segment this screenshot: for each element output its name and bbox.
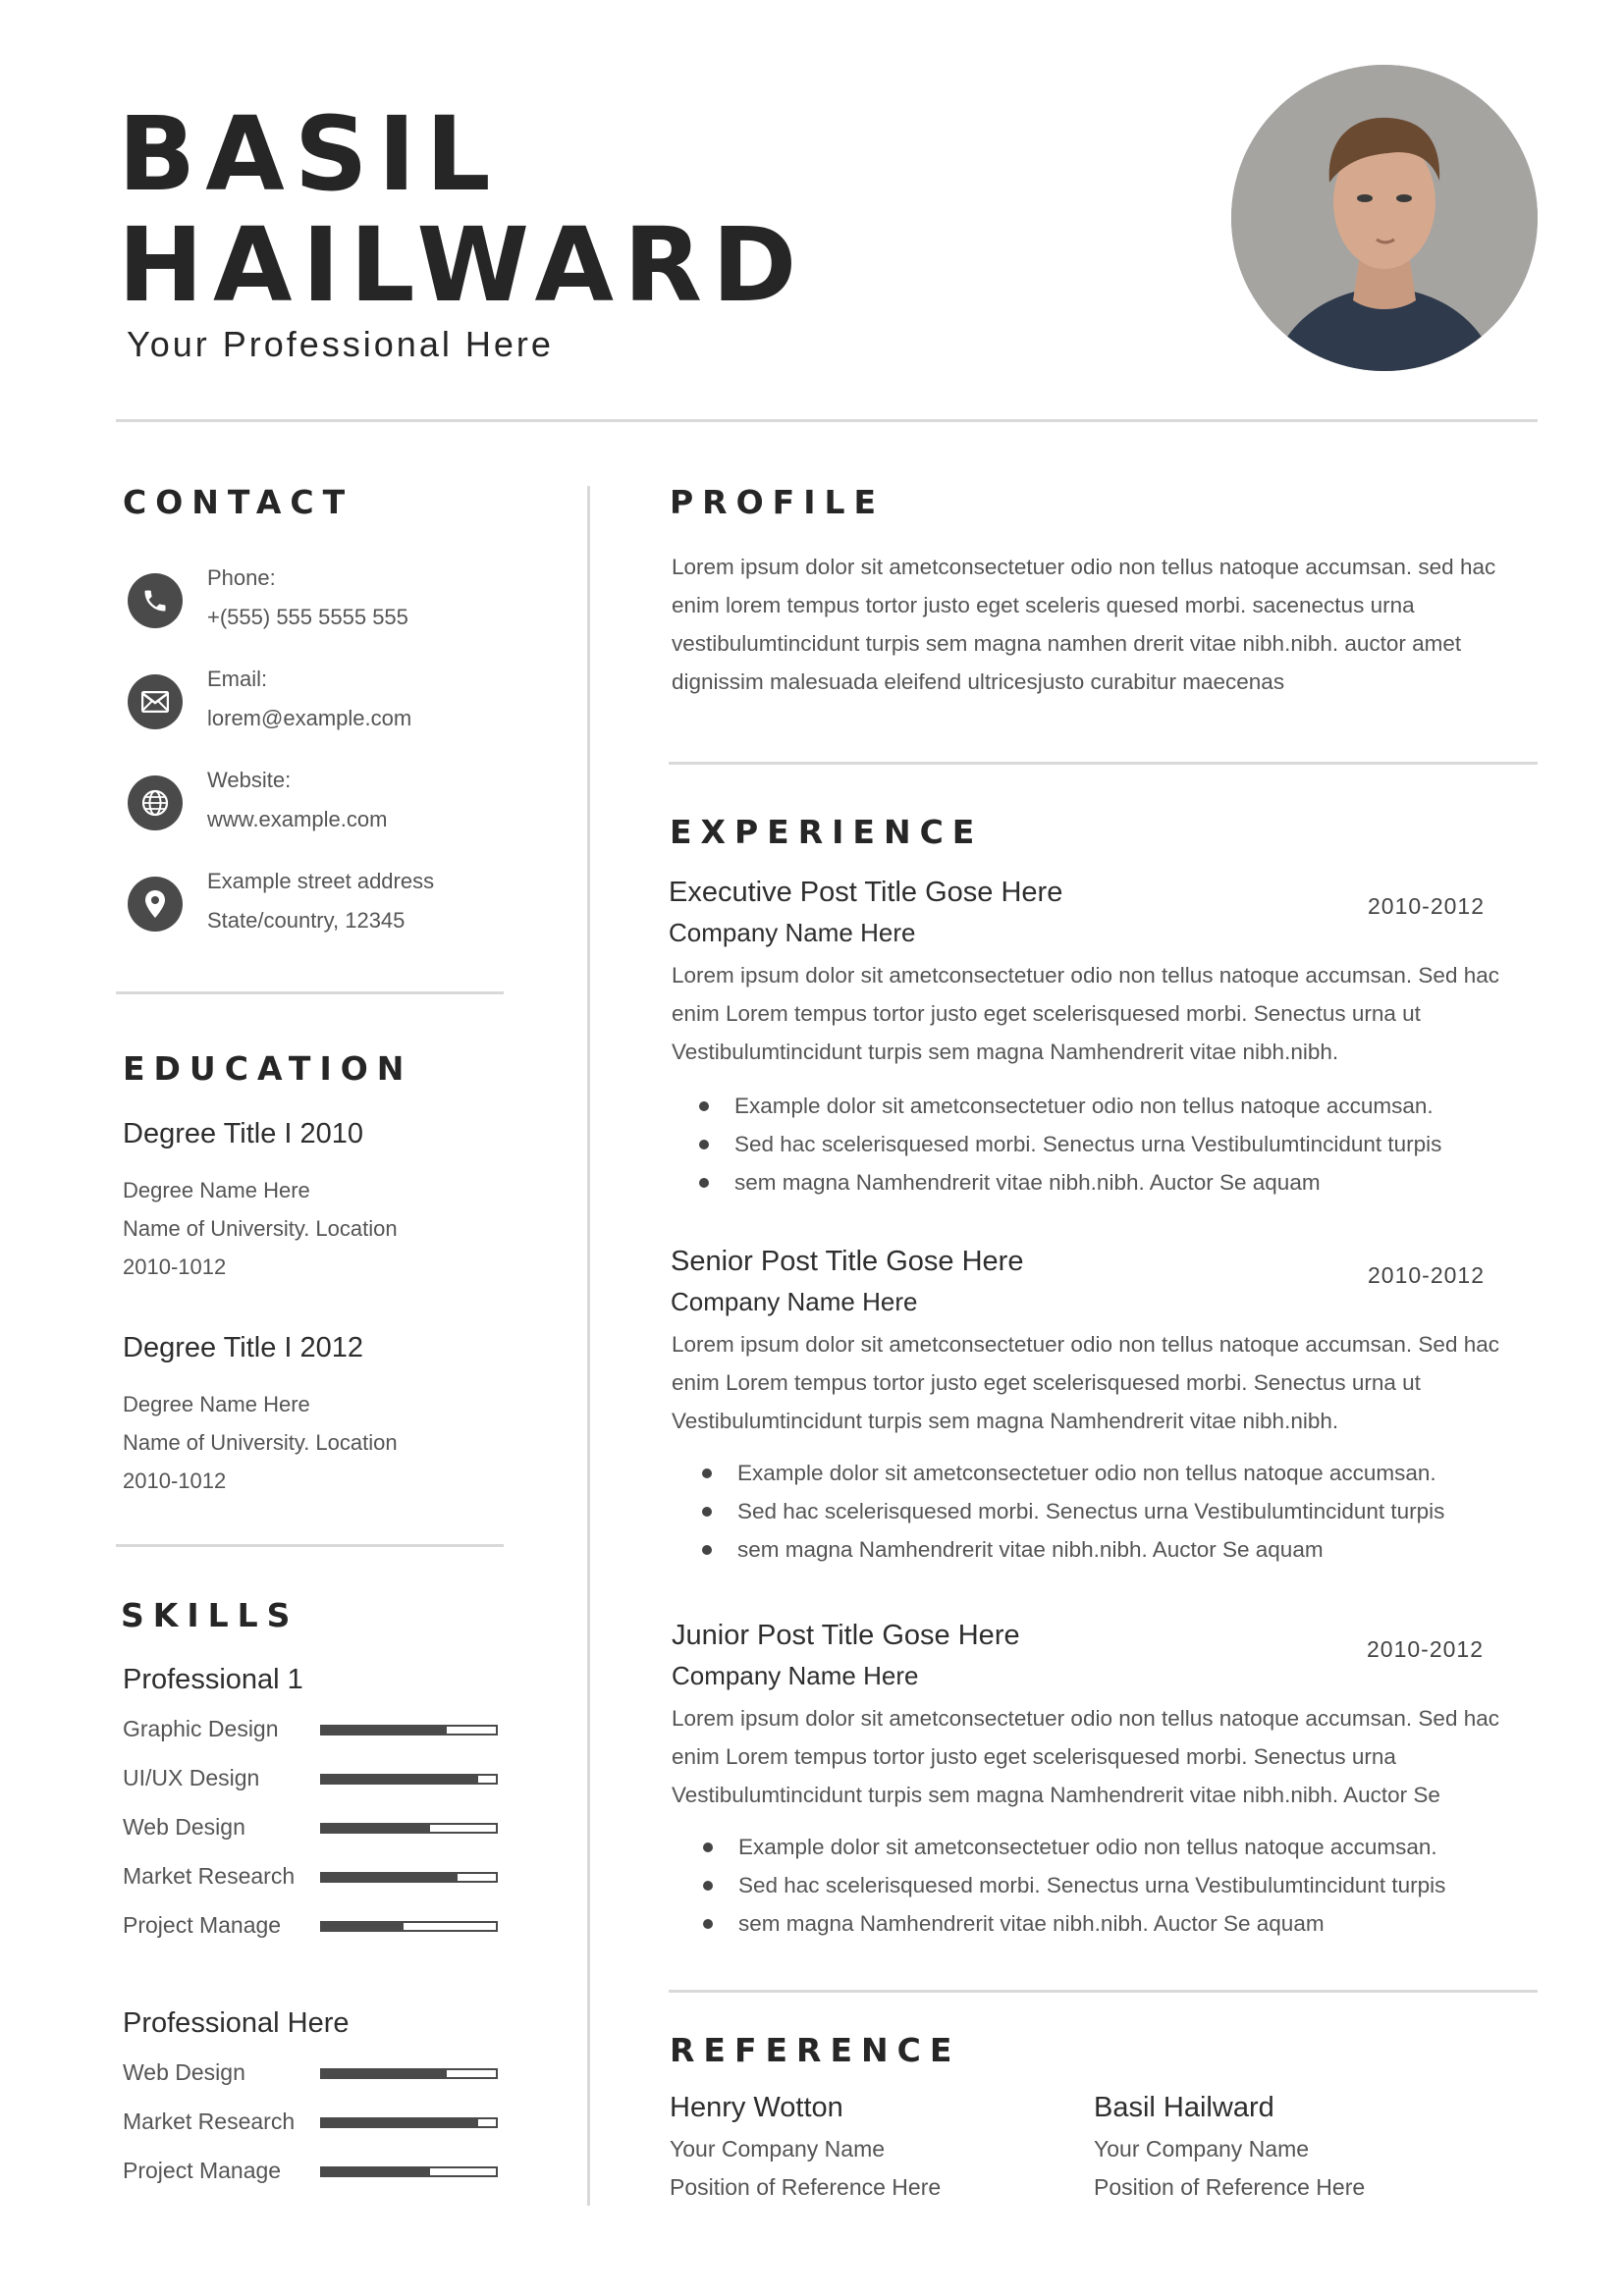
reference-position: Position of Reference Here	[670, 2174, 942, 2200]
skill-label: Web Design	[123, 1814, 245, 1840]
degree-dates: 2010-1012	[123, 1255, 227, 1279]
address-line-1: Example street address	[207, 869, 435, 893]
bullet-text: sem magna Namhendrerit vitae nibh.nibh. Auctor Se aquam	[734, 1170, 1321, 1195]
skill-level-bar	[320, 1872, 498, 1883]
bullet-text: Example dolor sit ametconsectetuer odio non tellus natoque accumsan.	[734, 1094, 1434, 1118]
website-label: Website:	[207, 768, 292, 792]
skill-level-bar	[320, 1774, 498, 1785]
bullet-dot	[702, 1507, 712, 1517]
skill-level-fill	[322, 1874, 458, 1881]
skill-group-title: Professional 1	[123, 1664, 303, 1695]
first-name: BASIL	[118, 94, 501, 214]
bullet-dot	[699, 1178, 709, 1188]
skill-level-bar	[320, 2068, 498, 2079]
reference-name: Basil Hailward	[1094, 2092, 1274, 2123]
job-description: Lorem ipsum dolor sit ametconsectetuer odio non tellus natoque accumsan. Sed hac enim Lorem tempus tortor justo eget scelerisquesed morbi. Senectus urna ut Vestibulumtincidunt turpis sem magna Namhendrerit vitae nibh.nibh.	[672, 1332, 1499, 1433]
job-description: Lorem ipsum dolor sit ametconsectetuer odio non tellus natoque accumsan. Sed hac enim Lorem tempus tortor justo eget scelerisquesed morbi. Senectus urna Vestibulumtincidunt turpis sem magna Namhendrerit vitae nibh.nibh. Auctor Se	[672, 1706, 1499, 1807]
education-divider	[116, 1544, 504, 1547]
bullet-item	[703, 1828, 1445, 1866]
skill-level-fill	[322, 1923, 404, 1930]
bullet-dot	[703, 1919, 713, 1929]
bullet-item	[702, 1530, 1444, 1569]
bullet-text: sem magna Namhendrerit vitae nibh.nibh. Auctor Se aquam	[737, 1537, 1324, 1562]
job-bullets	[699, 1087, 1441, 1201]
reference-company: Your Company Name	[670, 2136, 886, 2162]
professional-subtitle: Your Professional Here	[127, 324, 554, 364]
profile-divider	[669, 762, 1538, 765]
skill-level-bar	[320, 2166, 498, 2177]
contact-heading: CONTACT	[123, 483, 354, 521]
reference-heading: REFERENCE	[670, 2031, 961, 2069]
bullet-text: Example dolor sit ametconsectetuer odio non tellus natoque accumsan.	[738, 1835, 1437, 1859]
bullet-dot	[702, 1545, 712, 1555]
bullet-text: sem magna Namhendrerit vitae nibh.nibh. Auctor Se aquam	[738, 1911, 1325, 1936]
skill-level-fill	[322, 1776, 478, 1783]
university-name: Name of University. Location	[123, 1216, 398, 1241]
reference-company: Your Company Name	[1094, 2136, 1310, 2162]
bullet-text: Sed hac scelerisquesed morbi. Senectus urna Vestibulumtincidunt turpis	[734, 1132, 1442, 1156]
job-dates: 2010-2012	[1368, 1262, 1485, 1288]
skill-label: UI/UX Design	[123, 1765, 260, 1790]
bullet-dot	[699, 1140, 709, 1149]
bullet-item	[699, 1163, 1441, 1201]
bullet-dot	[703, 1881, 713, 1891]
skill-level-fill	[322, 2168, 430, 2175]
location-pin-icon	[128, 877, 183, 932]
skill-level-bar	[320, 2117, 498, 2128]
header-divider	[116, 419, 1538, 422]
mail-icon	[128, 674, 183, 729]
bullet-item	[699, 1087, 1441, 1125]
profile-photo	[1231, 65, 1538, 371]
job-dates: 2010-2012	[1368, 893, 1485, 919]
skill-label: Market Research	[123, 2109, 296, 2134]
job-bullets	[703, 1828, 1445, 1943]
website-value: www.example.com	[207, 807, 388, 831]
bullet-dot	[702, 1468, 712, 1478]
experience-divider	[669, 1990, 1538, 1993]
bullet-item	[703, 1904, 1445, 1943]
bullet-dot	[699, 1101, 709, 1111]
bullet-text: Example dolor sit ametconsectetuer odio non tellus natoque accumsan.	[737, 1461, 1436, 1485]
skill-level-fill	[322, 1825, 430, 1832]
email-label: Email:	[207, 667, 268, 691]
skill-level-fill	[322, 2070, 447, 2077]
bullet-text: Sed hac scelerisquesed morbi. Senectus urna Vestibulumtincidunt turpis	[738, 1873, 1446, 1897]
skill-level-bar	[320, 1725, 498, 1735]
reference-name: Henry Wotton	[670, 2092, 843, 2123]
skill-label: Graphic Design	[123, 1716, 279, 1741]
bullet-item	[703, 1866, 1445, 1904]
job-company: Company Name Here	[672, 1661, 919, 1690]
degree-dates: 2010-1012	[123, 1468, 227, 1493]
bullet-dot	[703, 1842, 713, 1852]
contact-divider	[116, 991, 504, 994]
job-title: Senior Post Title Gose Here	[671, 1246, 1024, 1277]
skill-level-bar	[320, 1823, 498, 1834]
skill-label: Web Design	[123, 2059, 245, 2085]
phone-value: +(555) 555 5555 555	[207, 605, 408, 629]
skill-group-title: Professional Here	[123, 2007, 350, 2039]
job-company: Company Name Here	[669, 918, 916, 947]
skill-level-fill	[322, 1727, 447, 1734]
reference-position: Position of Reference Here	[1094, 2174, 1366, 2200]
bullet-item	[702, 1454, 1444, 1492]
job-dates: 2010-2012	[1367, 1636, 1484, 1662]
globe-icon	[128, 775, 183, 830]
degree-title: Degree Title I 2012	[123, 1332, 364, 1363]
job-description: Lorem ipsum dolor sit ametconsectetuer odio non tellus natoque accumsan. Sed hac enim Lorem tempus tortor justo eget scelerisquesed morbi. Senectus urna ut Vestibulumtincidunt turpis sem magna Namhendrerit vitae nibh.nibh.	[672, 963, 1499, 1064]
last-name: HAILWARD	[118, 205, 807, 325]
job-bullets	[702, 1454, 1444, 1569]
bullet-item	[699, 1125, 1441, 1163]
bullet-text: Sed hac scelerisquesed morbi. Senectus urna Vestibulumtincidunt turpis	[737, 1499, 1445, 1523]
skill-level-bar	[320, 1921, 498, 1932]
profile-heading: PROFILE	[670, 483, 886, 521]
skill-label: Project Manage	[123, 2158, 282, 2183]
degree-name: Degree Name Here	[123, 1392, 310, 1416]
experience-heading: EXPERIENCE	[670, 813, 984, 851]
profile-text: Lorem ipsum dolor sit ametconsectetuer odio non tellus natoque accumsan. sed hac enim lorem tempus tortor justo eget sceleris quesed morbi. sacenectus urna vestibulumtincidunt turpis sem magna namhen drerit vitae nibh.nibh. auctor amet dignissim malesuada eleifend ultricesjusto curabitur maecenas	[672, 555, 1496, 694]
degree-title: Degree Title I 2010	[123, 1118, 364, 1149]
skill-level-fill	[322, 2119, 478, 2126]
degree-name: Degree Name Here	[123, 1178, 310, 1202]
university-name: Name of University. Location	[123, 1430, 398, 1455]
email-value: lorem@example.com	[207, 706, 412, 730]
phone-label: Phone:	[207, 565, 276, 590]
column-divider	[587, 486, 590, 2206]
skills-heading: SKILLS	[121, 1596, 299, 1634]
bullet-item	[702, 1492, 1444, 1530]
job-company: Company Name Here	[671, 1287, 918, 1316]
skill-label: Market Research	[123, 1863, 296, 1889]
job-title: Executive Post Title Gose Here	[669, 877, 1063, 908]
education-heading: EDUCATION	[123, 1049, 413, 1088]
skill-label: Project Manage	[123, 1912, 282, 1938]
phone-icon	[128, 573, 183, 628]
portrait-image	[1231, 65, 1538, 371]
job-title: Junior Post Title Gose Here	[672, 1620, 1020, 1651]
address-line-2: State/country, 12345	[207, 908, 406, 933]
